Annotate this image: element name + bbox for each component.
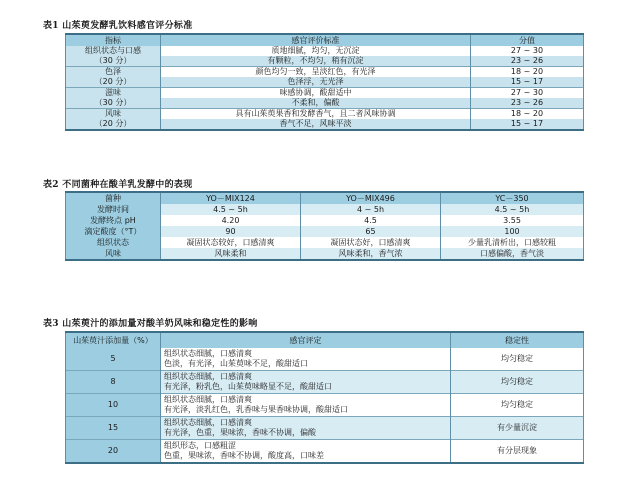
table2-cell: 4.5 ~ 5h [441,204,584,215]
table3-sensory-line2: 有光泽，淡乳红色，乳香味与果香味协调，酸甜适口 [164,405,348,414]
table3-sensory-line1: 组织状态细腻，口感清爽 [164,372,252,381]
table2-cell: 65 [301,226,441,237]
table1-criterion: 质地细腻，均匀，无沉淀 [161,46,471,56]
table1-indicator: 滋味 [66,88,161,99]
table1-score: 27 ~ 30 [471,46,584,56]
table2-cell: 90 [161,226,301,237]
table-row [66,109,584,120]
table-row [66,215,584,226]
table1-criterion: 香气不足，风味平淡 [161,119,471,130]
table2-cell: 凝固状态较好，口感清爽 [161,237,301,248]
table3-juice-addition-effect [65,331,584,464]
table-row [66,394,584,417]
table1-header-row [66,34,584,46]
table3-stability: 有分层现象 [451,440,584,464]
table2-cell: 口感偏酸，香气淡 [441,248,584,260]
table2-caption: 表2 不同菌种在酸羊乳发酵中的表现 [43,180,193,190]
table3-sensory-line2: 有光泽，粉乳色，山茱萸味略显不足，酸甜适口 [164,382,332,391]
table-row [66,226,584,237]
table2-cell: 100 [441,226,584,237]
table2-cell: 4.20 [161,215,301,226]
table2-row-label: 风味 [66,248,161,260]
table3-sensory [161,371,451,394]
table3-sensory-line1: 组织状态细腻，口感清爽 [164,349,252,358]
table1-criterion: 有颗粒，不均匀，稍有沉淀 [161,56,471,67]
table1-caption: 表1 山茱萸发酵乳饮料感官评分标准 [43,21,193,31]
table1-score: 27 ~ 30 [471,88,584,99]
table3-header-row [66,332,584,348]
table1-sensory-criteria [65,33,584,131]
table1-header-criterion: 感官评价标准 [161,34,471,46]
table2-header-yo-mix124: YO－MIX124 [161,192,301,204]
table1-indicator: （20 分） [66,119,161,130]
table-row [66,119,584,130]
table-row [66,237,584,248]
table1-criterion: 色泽浮，无光泽 [161,77,471,88]
table2-cell: 4 ~ 5h [301,204,441,215]
table1-indicator: 风味 [66,109,161,120]
table3-sensory-line2: 色重，果味浓，香味不协调，酸度高，口味差 [164,451,324,460]
table3-amount: 15 [66,417,161,440]
table3-header-amount: 山茱萸汁添加量（%） [66,332,161,348]
table1-score: 23 ~ 26 [471,56,584,67]
table-row [66,371,584,394]
table-row [66,98,584,109]
table3-sensory [161,394,451,417]
table2-header-strain: 菌种 [66,192,161,204]
table-row [66,440,584,464]
table3-sensory-line1: 组织形态，口感粗涩 [164,441,236,450]
table-row [66,46,584,56]
table3-sensory-line2: 有光泽，色重，果味浓，香味不协调，偏酸 [164,428,316,437]
table2-row-label: 滴定酸度（°T） [66,226,161,237]
table3-sensory [161,440,451,464]
table1-criterion: 不柔和，偏酸 [161,98,471,109]
table3-amount: 8 [66,371,161,394]
table3-stability: 均匀稳定 [451,348,584,371]
table1-indicator: （30 分） [66,56,161,67]
table1-score: 15 ~ 17 [471,119,584,130]
table3-amount: 10 [66,394,161,417]
table1-indicator: （30 分） [66,98,161,109]
table2-header-yc-350: YC－350 [441,192,584,204]
table3-stability: 有少量沉淀 [451,417,584,440]
table-row [66,348,584,371]
table2-cell: 4.5 ~ 5h [161,204,301,215]
table2-strain-performance [65,191,584,261]
table1-indicator: （20 分） [66,77,161,88]
table-row [66,248,584,260]
table2-cell: 风味柔和 [161,248,301,260]
table1-criterion: 味感协调，酸甜适中 [161,88,471,99]
table3-stability: 均匀稳定 [451,371,584,394]
table-row [66,67,584,78]
table3-header-stability: 稳定性 [451,332,584,348]
table1-score: 23 ~ 26 [471,98,584,109]
table-row [66,77,584,88]
table2-cell: 少量乳清析出，口感较粗 [441,237,584,248]
table2-header-yo-mix496: YO－MIX496 [301,192,441,204]
table-row [66,417,584,440]
table1-indicator: 色泽 [66,67,161,78]
table1-score: 18 ~ 20 [471,67,584,78]
table-row [66,88,584,99]
table1-indicator: 组织状态与口感 [66,46,161,56]
table2-row-label: 组织状态 [66,237,161,248]
table3-amount: 5 [66,348,161,371]
table2-cell: 3.55 [441,215,584,226]
table3-sensory [161,417,451,440]
table2-cell: 凝固状态好，口感清爽 [301,237,441,248]
table3-sensory [161,348,451,371]
table2-row-label: 发酵终点 pH [66,215,161,226]
table-row [66,204,584,215]
table1-score: 15 ~ 17 [471,77,584,88]
table3-stability: 均匀稳定 [451,394,584,417]
table1-criterion: 具有山茱萸果香和发酵香气，且二者风味协调 [161,109,471,120]
table2-cell: 风味柔和，香气浓 [301,248,441,260]
table1-criterion: 颜色均匀一致，呈淡红色，有光泽 [161,67,471,78]
table3-sensory-line1: 组织状态细腻，口感清爽 [164,395,252,404]
table2-header-row [66,192,584,204]
table1-header-indicator: 指标 [66,34,161,46]
table3-amount: 20 [66,440,161,464]
table3-sensory-line2: 色淡，有光泽，山茱萸味不足，酸甜适口 [164,359,308,368]
table1-header-score: 分值 [471,34,584,46]
table2-cell: 4.5 [301,215,441,226]
table3-sensory-line1: 组织状态细腻，口感清爽 [164,418,252,427]
table3-caption: 表3 山茱萸汁的添加量对酸羊奶风味和稳定性的影响 [43,319,258,329]
table2-row-label: 发酵时间 [66,204,161,215]
table3-header-sensory: 感官评定 [161,332,451,348]
table1-score: 18 ~ 20 [471,109,584,120]
table-row [66,56,584,67]
